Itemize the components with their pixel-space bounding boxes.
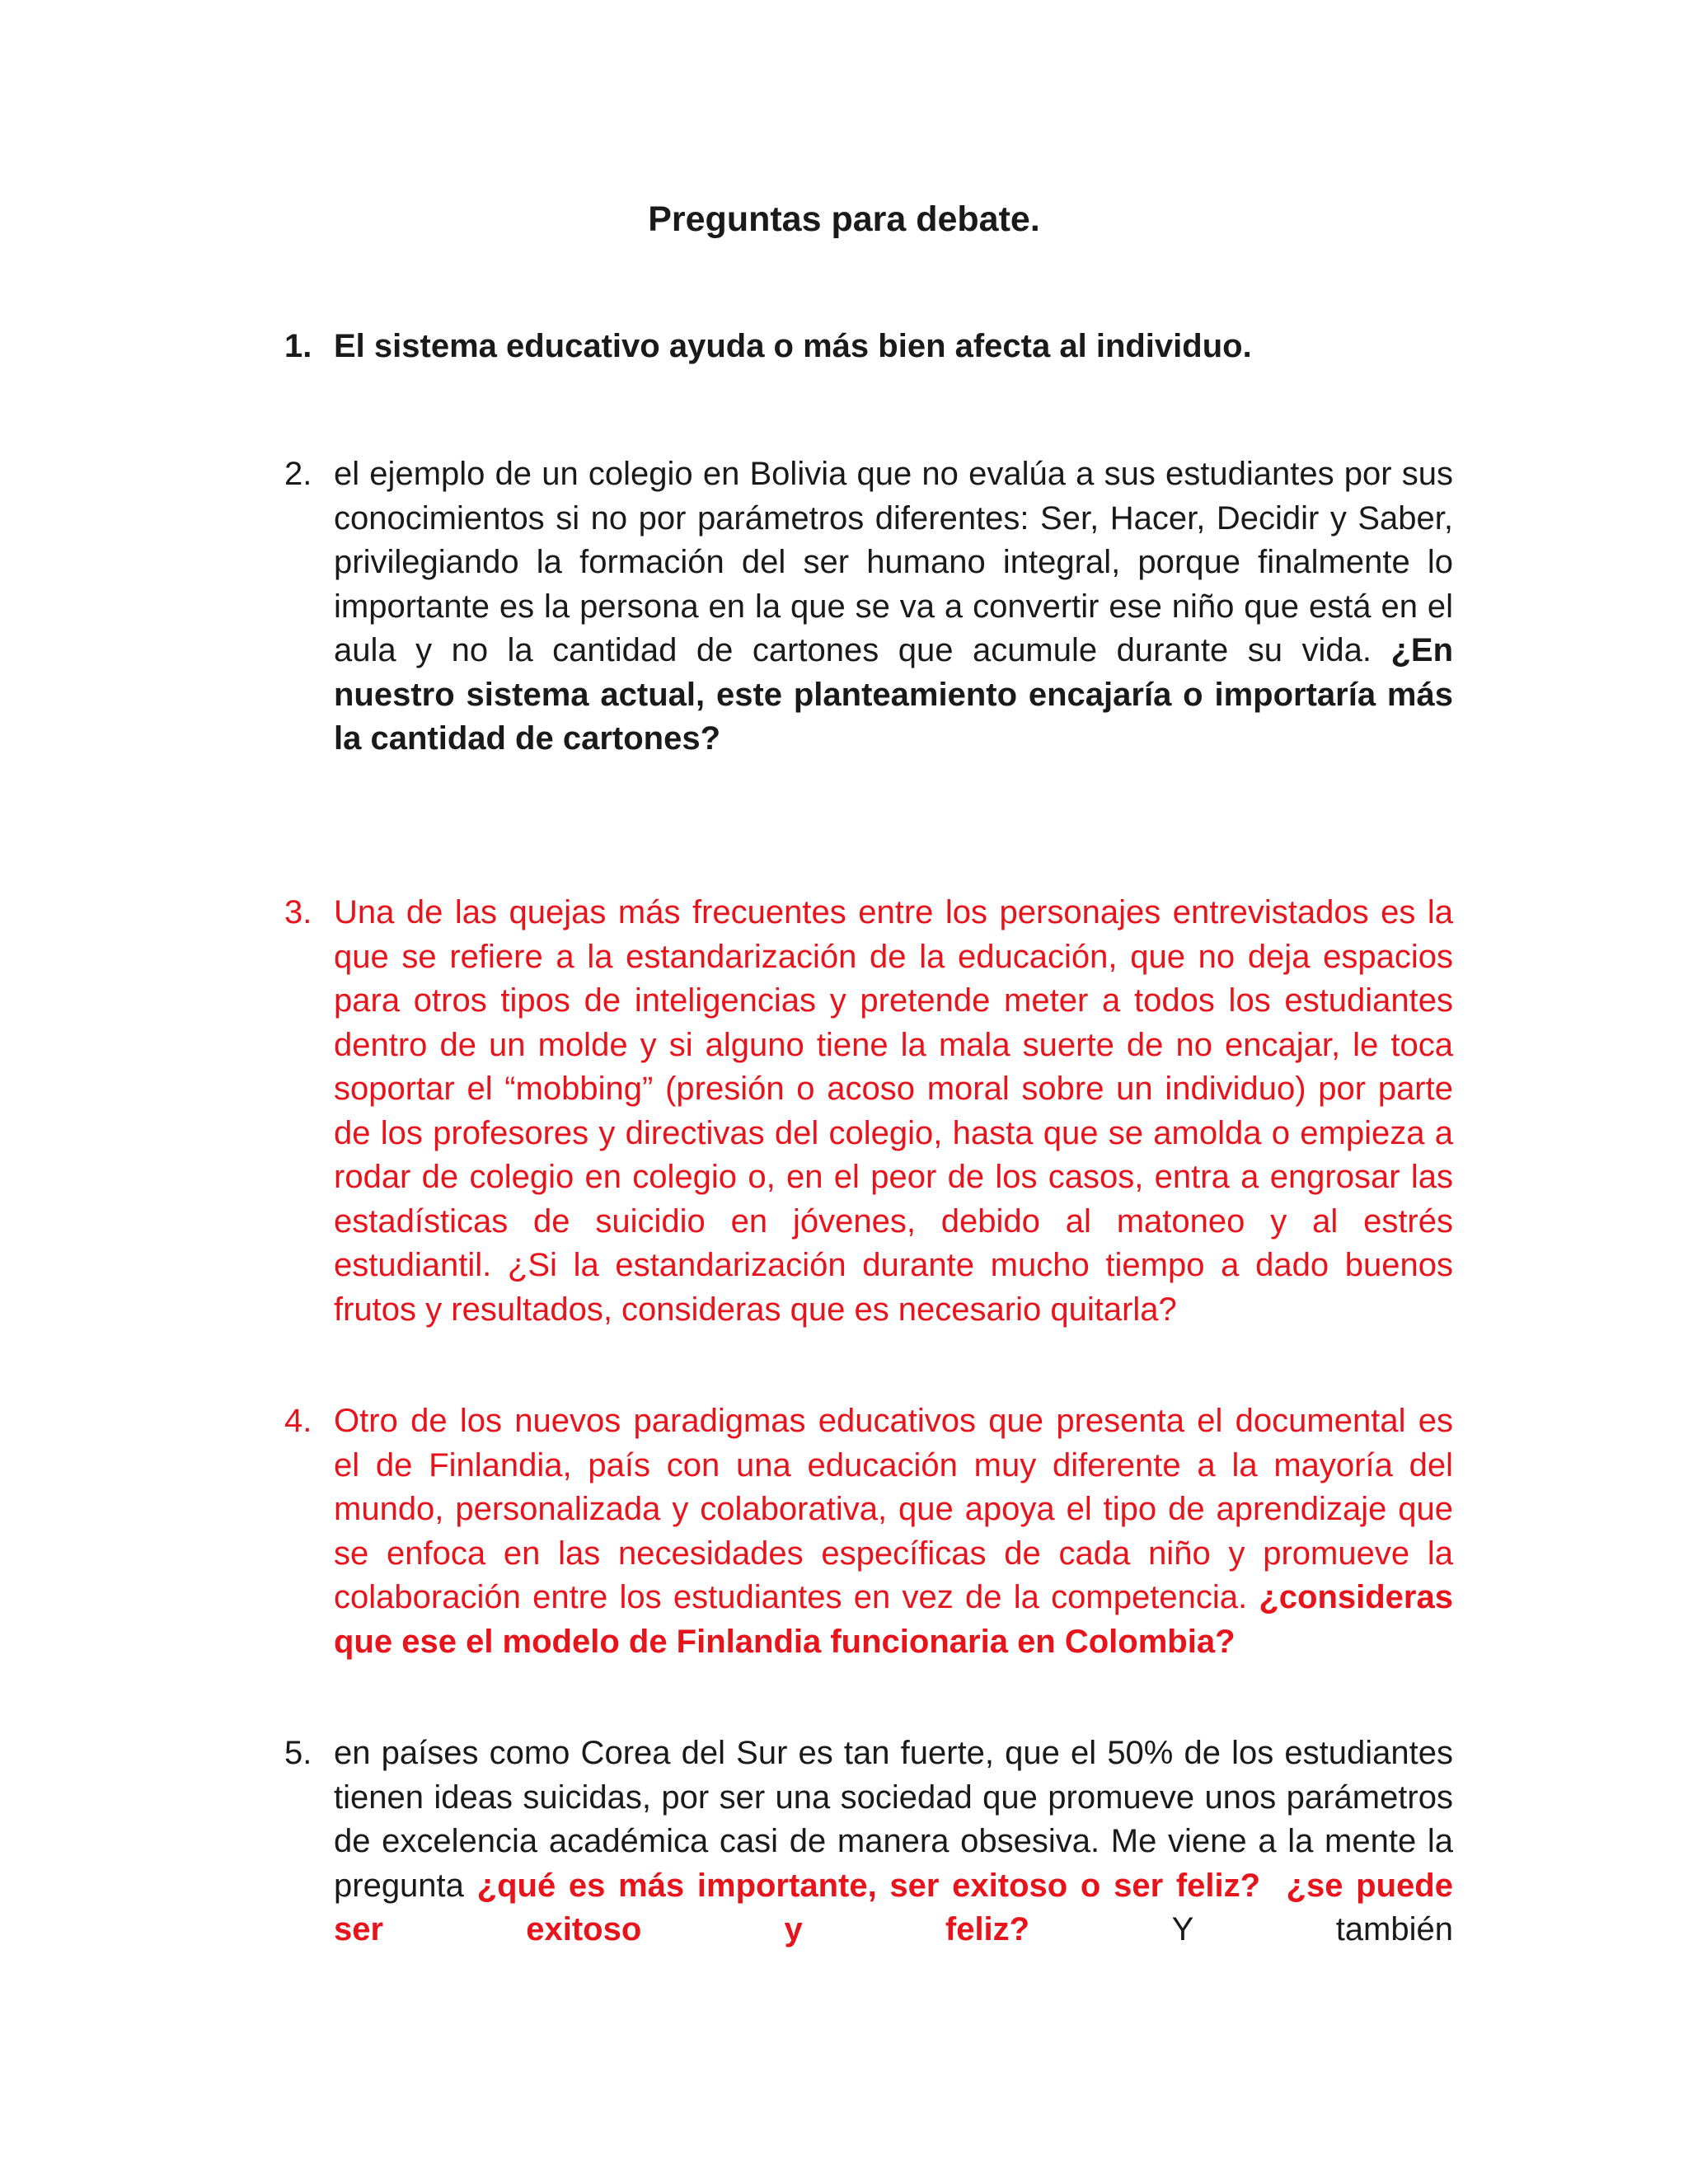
item-text: en países como Corea del Sur es tan fuerte, que el 50% de los estudiantes tienen ideas suicidas, por ser una sociedad que promueve unos parámetros de excelencia académica casi de manera obsesiva. Me viene a la mente la pregunta [334, 1735, 1453, 1904]
item-paragraph [334, 1399, 1453, 1664]
item-number: 5. [284, 1735, 312, 1771]
item-text: Otro de los nuevos paradigmas educativos que presenta el documental es el de Finlandia, país con una educación muy diferente a la mayoría del mundo, personalizada y colaborativa, que apoya el tipo de aprendizaje que se enfoca en las necesidades específicas de cada niño y promueve la colaboración entre los estudiantes en vez de la competencia. [334, 1403, 1453, 1615]
item-paragraph [334, 1732, 1453, 1952]
item-number: 3. [284, 894, 312, 930]
item-text: el ejemplo de un colegio en Bolivia que no evalúa a sus estudiantes por sus conocimientos si no por parámetros diferentes: Ser, Hacer, Decidir y Saber, privilegiando la formación del ser humano integral, porque finalmente lo importante es la persona en la que se va a convertir ese niño que está en el aula y no la cantidad de cartones que acumule durante su vida. [334, 456, 1453, 668]
item-text: Una de las quejas más frecuentes entre los personajes entrevistados es la que se refiere a la estandarización de la educación, que no deja espacios para otros tipos de inteligencias y pretende meter a todos los estudiantes dentro de un molde y si alguno tiene la mala suerte de no encajar, le toca soportar el “mobbing” (presión o acoso moral sobre un individuo) por parte de los profesores y directivas del colegio, hasta que se amolda o empieza a rodar de colegio en colegio o, en el peor de los casos, entra a engrosar las estadísticas de suicidio en jóvenes, debido al matoneo y al estrés estudiantil. ¿Si la estandarización durante mucho tiempo a dado buenos frutos y resultados, consideras que es necesario quitarla? [334, 894, 1453, 1328]
page-title: Preguntas para debate. [648, 199, 1040, 239]
item-paragraph [334, 452, 1453, 762]
debate-question: ¿En nuestro sistema actual, este planteamiento encajaría o importaría más la cantidad de cartones? [334, 632, 1453, 757]
debate-question-a: ¿qué es más importante, ser exitoso o ser feliz? [476, 1867, 1261, 1904]
item-number: 4. [284, 1403, 312, 1439]
debate-question: ¿consideras que ese el modelo de Finlandia funcionaria en Colombia? [334, 1579, 1453, 1660]
item-number: 2. [284, 456, 312, 492]
debate-question-b: ¿se puede ser exitoso y feliz? [334, 1867, 1453, 1947]
question-text: El sistema educativo ayuda o más bien afecta al individuo. [334, 328, 1252, 364]
item-number: 1. [284, 328, 312, 364]
item-tail-text: Y también [1171, 1911, 1453, 1947]
